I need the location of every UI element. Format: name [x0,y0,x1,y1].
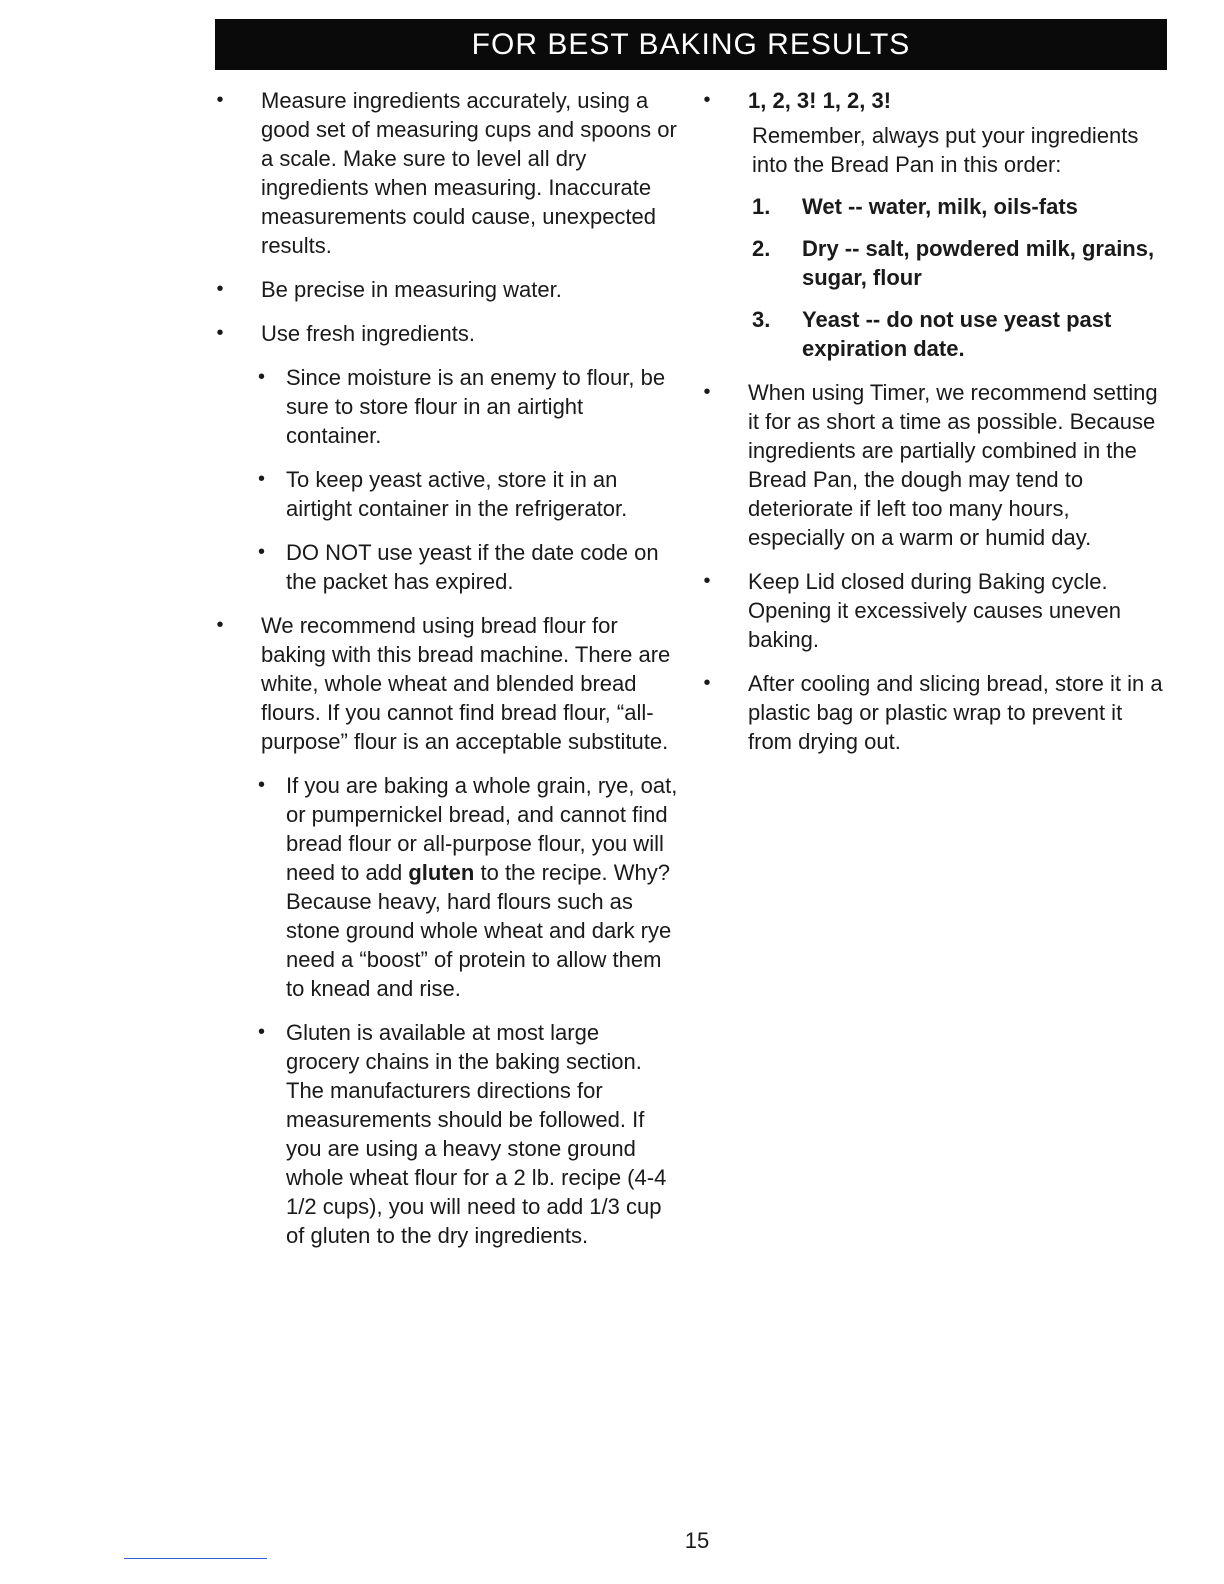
subtip-yeast-storage [213,465,678,523]
subtip-gluten-why [213,771,678,1003]
section-header [215,19,1167,70]
subtip-text: DO NOT use yeast if the date code on the packet has expired. [286,540,659,594]
subtip-text: To keep yeast active, store it in an airtight container in the refrigerator. [286,467,628,521]
subtip-text-after: to the recipe. Why? Because heavy, hard flours such as stone ground whole wheat and dark rye need a “boost” of protein to allow them to knead and rise. [286,860,672,1001]
subtip-gluten-availability [213,1018,678,1250]
tip-text: Use fresh ingredients. [261,321,475,346]
tip-storage [700,669,1170,756]
page-number: 15 [684,1528,710,1553]
step-text: Dry -- salt, powdered milk, grains, sugar, flour [802,236,1155,290]
tip-bread-flour [213,611,678,756]
tip-measure-accurately [213,86,678,260]
bullet-icon: • [216,322,224,344]
step-text: Wet -- water, milk, oils-fats [802,194,1078,219]
right-column [700,86,1170,771]
step-number: 2. [752,236,771,261]
step-number: 3. [752,307,771,332]
tip-timer [700,378,1170,552]
tip-text: Measure ingredients accurately, using a good set of measuring cups and spoons or a scale. Make sure to level all dry ingredients when measuring. Inaccurate measurements could cause, unexpected results. [261,88,677,258]
bullet-icon: • [703,89,711,111]
bullet-icon: • [216,278,224,300]
tip-keep-lid-closed [700,567,1170,654]
tip-fresh-ingredients [213,319,678,348]
tip-ingredient-order-text: Remember, always put your ingredients into the Bread Pan in this order: [752,123,1139,177]
bullet-icon: • [703,381,711,403]
footer-rule [124,1558,267,1559]
bullet-icon: • [258,468,266,490]
subtip-yeast-expiry [213,538,678,596]
bullet-icon: • [703,672,711,694]
tip-heading: 1, 2, 3! 1, 2, 3! [748,88,892,113]
tip-text: Be precise in measuring water. [261,277,562,302]
bullet-icon: • [703,570,711,592]
tip-ingredient-order [700,86,1170,115]
step-yeast [700,305,1170,363]
left-column [213,86,678,1265]
subtip-text: Since moisture is an enemy to flour, be sure to store flour in an airtight container. [286,365,666,448]
step-dry [700,234,1170,292]
tip-text: Keep Lid closed during Baking cycle. Opening it excessively causes uneven baking. [748,569,1121,652]
tip-text: We recommend using bread flour for baking with this bread machine. There are white, whole wheat and blended bread flours. If you cannot find bread flour, “all-purpose” flour is an acceptable substitute. [261,613,671,754]
step-text: Yeast -- do not use yeast past expiration date. [802,307,1112,361]
bullet-icon: • [258,366,266,388]
bullet-icon: • [258,1021,266,1043]
subtip-text-before: If you are baking a whole grain, rye, oat, or pumpernickel bread, and cannot find bread flour or all-purpose flour, you will need to add [286,773,678,885]
bullet-icon: • [258,774,266,796]
subtip-text-bold: gluten [408,860,475,885]
bullet-icon: • [216,614,224,636]
bullet-icon: • [258,541,266,563]
tip-measure-water [213,275,678,304]
subtip-text: Gluten is available at most large grocery chains in the baking section. The manufacturers directions for measurements should be followed. If you are using a heavy stone ground whole wheat flour for a 2 lb. recipe (4-4 1/2 cups), you will need to add 1/3 cup of gluten to the dry ingredients. [286,1020,667,1248]
subtip-flour-storage [213,363,678,450]
section-title: FOR BEST BAKING RESULTS [471,27,911,61]
step-number: 1. [752,194,771,219]
tip-text: When using Timer, we recommend setting it for as short a time as possible. Because ingredients are partially combined in the Bread Pan, the dough may tend to deteriorate if left too many hours, especially on a warm or humid day. [748,380,1158,550]
bullet-icon: • [216,89,224,111]
tip-text: After cooling and slicing bread, store it in a plastic bag or plastic wrap to prevent it from drying out. [748,671,1163,754]
step-wet [700,192,1170,221]
